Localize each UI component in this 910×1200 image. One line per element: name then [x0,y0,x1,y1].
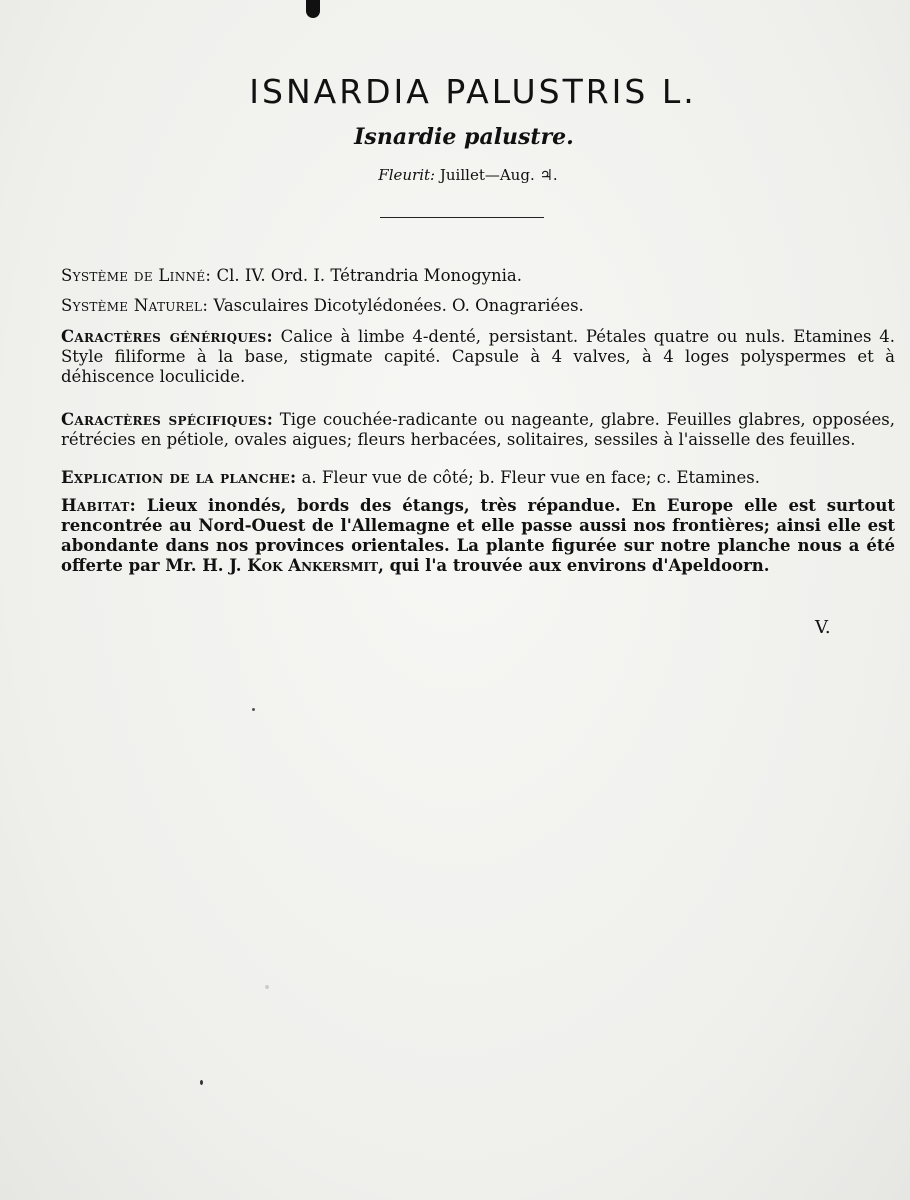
section-text: Cl. IV. Ord. I. Tétrandria Monogynia. [211,266,522,285]
divider [380,217,544,218]
section-generiques [61,327,895,387]
section-label: Système Naturel: [61,296,209,315]
section-habitat [61,496,895,576]
speck [265,985,269,989]
section-specifiques [61,410,895,450]
section-label: Habitat: [61,496,137,515]
section-text: Vasculaires Dicotylédonées. O. Onagrariées. [208,296,584,315]
signature: V. [815,617,831,638]
ink-blot [306,0,320,18]
section-text-end: , qui l'a trouvée aux environs d'Apeldoorn. [378,556,770,575]
section-linne [61,266,861,286]
common-name: Isnardie palustre. [354,124,574,150]
flowering-info [0,166,910,184]
flowering-value: Juillet—Aug. ♃. [439,166,558,184]
section-label: Système de Linné: [61,266,212,285]
section-text: Calice à limbe 4-denté, persistant. Pétales quatre ou nuls. Etamines 4. Style filiforme à la base, stigmate capité. Capsule à 4 valves, à 4 loges polyspermes et à déhiscence loculicide. [61,327,895,386]
speck [200,1080,203,1085]
page-title: ISNARDIA PALUSTRIS L. [249,72,697,111]
section-naturel [61,296,861,316]
person-name: H. J. Kok Ankersmit [202,556,379,575]
section-label: Caractères spécifiques: [61,410,274,429]
section-label: Explication de la planche: [61,468,297,487]
section-text: a. Fleur vue de côté; b. Fleur vue en face; c. Etamines. [296,468,760,487]
speck [252,708,255,711]
section-label: Caractères génériques: [61,327,273,346]
section-text: Tige couchée-radicante ou nageante, glabre. Feuilles glabres, opposées, rétrécies en pétiole, ovales aigues; fleurs herbacées, solitaires, sessiles à l'aisselle des feuilles. [61,410,895,449]
flowering-label: Fleurit: [378,166,436,184]
section-explication [61,468,895,488]
section-text: Lieux inondés, bords des étangs, très répandue. En Europe elle est surtout rencontrée au Nord-Ouest de l'Allemagne et elle passe aussi nos frontières; ainsi elle est abondante dans nos provinces orientales. La plante figurée sur notre planche nous a été offerte par Mr. [61,496,895,575]
